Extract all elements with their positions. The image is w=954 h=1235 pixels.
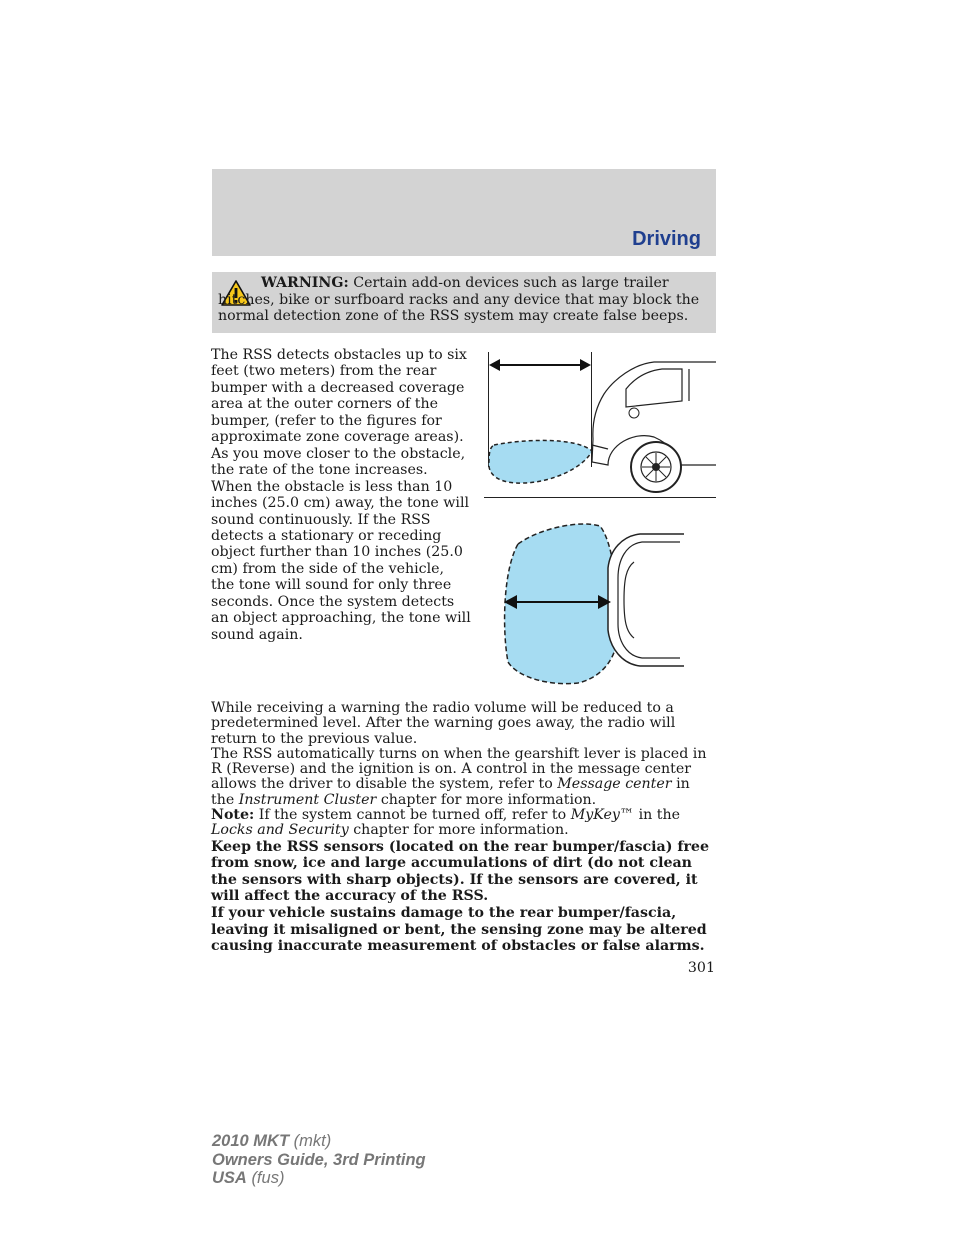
- note-label: Note:: [211, 807, 255, 824]
- radio-paragraph: While receiving a warning the radio volume will be reduced to a predetermined level. After the warning goes away, the radio will return to the previous value.: [211, 700, 676, 747]
- rss-description-column: [211, 347, 471, 643]
- vehicle-bumper: [592, 445, 608, 449]
- body-text: [211, 701, 717, 955]
- distance-arrow-right-head: [580, 359, 591, 371]
- distance-arrow-left-head: [489, 359, 500, 371]
- warning-label: WARNING:: [261, 275, 349, 291]
- vehicle-rear-top: [608, 534, 684, 666]
- note-paragraph: Note: If the system cannot be turned off, refer to MyKey™ in the Locks and Security chapter for more information.: [211, 807, 680, 839]
- section-header-band: [212, 169, 716, 256]
- warning-text: [218, 275, 710, 325]
- instrument-cluster-reference: Instrument Cluster: [238, 791, 377, 808]
- footer-model-line: 2010 MKT (mkt): [212, 1132, 332, 1150]
- top-view-coverage-figure: [500, 520, 684, 686]
- bumper-damage-paragraph: If your vehicle sustains damage to the rear bumper/fascia, leaving it misaligned or bent, the sensing zone may be altered causing inaccurate measurement of obstacles or false alarms.: [211, 905, 707, 955]
- message-center-reference: Message center: [557, 776, 672, 793]
- rss-description: The RSS detects obstacles up to six feet (two meters) from the rear bumper with a decreased coverage area at the outer corners of the bumper, (refer to the figures for approximate zone coverage areas). As you move closer to the obstacle, the rate of the tone increases. When the obstacle is less than 10 inches (25.0 cm) away, the tone will sound continuously. If the RSS detects a stationary or receding object further than 10 inches (25.0 cm) from the side of the vehicle, the tone will sound for only three seconds. Once the system detects an object approaching, the tone will sound again.: [211, 347, 471, 643]
- side-view-coverage-figure: [484, 349, 716, 499]
- keep-sensors-clean-paragraph: Keep the RSS sensors (located on the rear bumper/fascia) free from snow, ice and large accumulations of dirt (do not clean the sensors with sharp objects). If the sensors are covered, it will affect the accuracy of the RSS.: [211, 838, 709, 905]
- coverage-zone-side: [489, 440, 592, 483]
- locks-security-reference: Locks and Security: [211, 822, 349, 839]
- footer: [212, 1132, 426, 1188]
- fuel-door: [629, 408, 639, 418]
- auto-on-paragraph: The RSS automatically turns on when the gearshift lever is placed in R (Reverse) and the ignition is on. A control in the message center allows the driver to disable the system, refer to Message center in the Instrument Cluster chapter for more information.: [211, 745, 707, 808]
- warning-body: Certain add-on devices such as large trailer hitches, bike or surfboard racks and any device that may block the normal detection zone of the RSS system may create false beeps.: [218, 275, 700, 325]
- page-number: 301: [687, 960, 715, 976]
- warning-box: [212, 272, 716, 333]
- mykey-reference: MyKey™: [570, 807, 635, 824]
- section-title: Driving: [632, 228, 701, 250]
- vehicle-window: [626, 369, 682, 407]
- footer-guide-line: Owners Guide, 3rd Printing: [212, 1150, 426, 1169]
- footer-market-line: USA (fus): [212, 1169, 285, 1187]
